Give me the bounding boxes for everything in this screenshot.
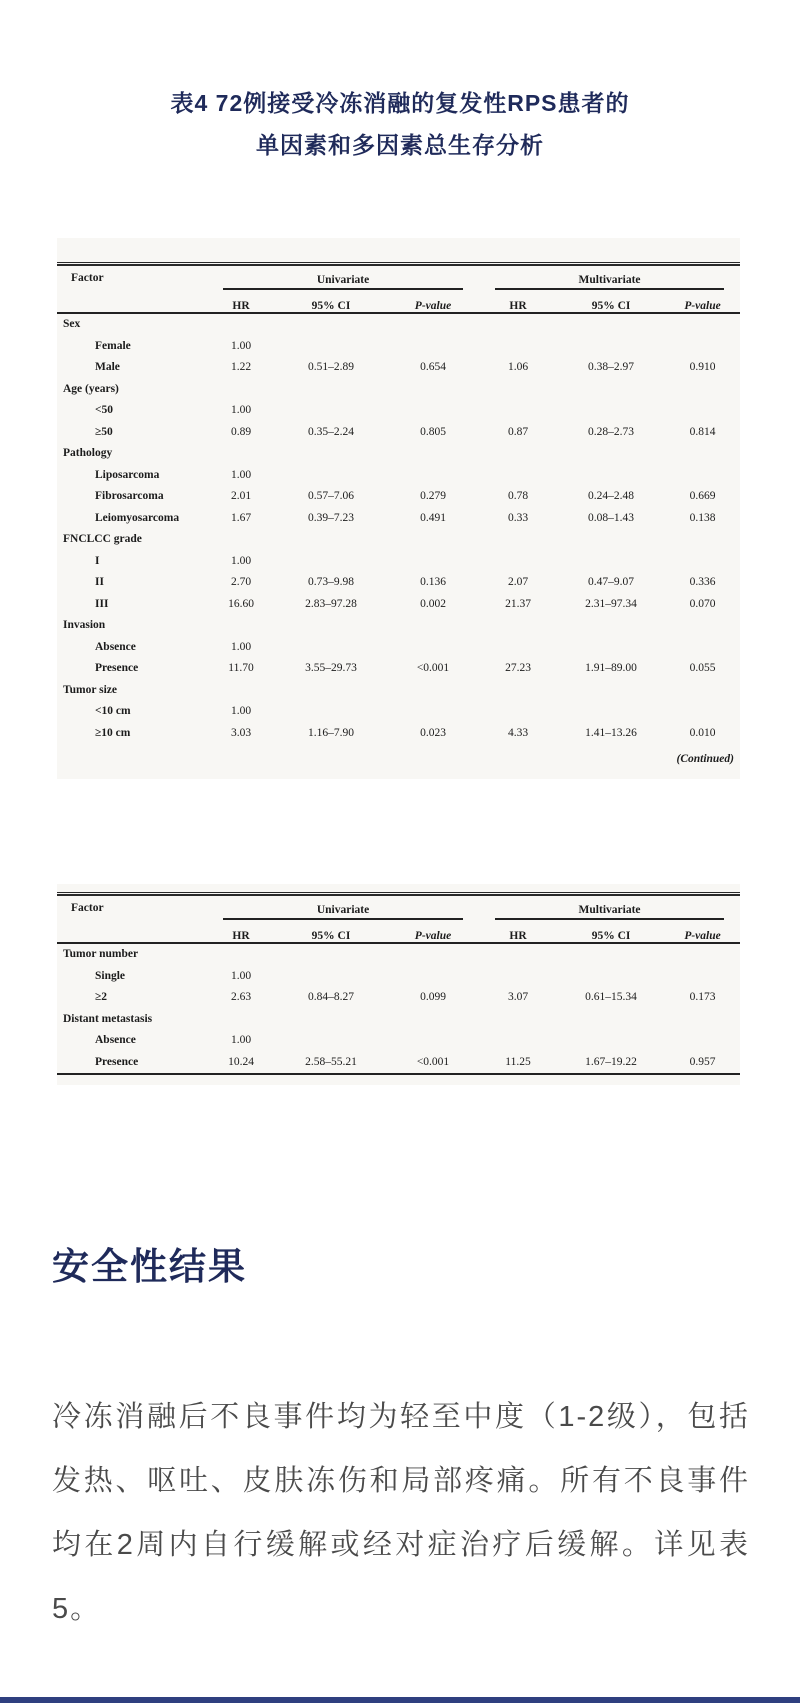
- table-cell: 0.35–2.24: [308, 425, 354, 438]
- row-group-label: Tumor size: [63, 683, 117, 696]
- table-cell: [557, 400, 665, 422]
- safety-results-paragraph: 冷冻消融后不良事件均为轻至中度（1-2级），包括发热、呕吐、皮肤冻伤和局部疼痛。所有不良事件均在2周内自行缓解或经对症治疗后缓解。详见表5。: [52, 1401, 750, 1625]
- table-row: [57, 422, 740, 444]
- col-header-factor: Factor: [71, 902, 104, 914]
- table-cell: 21.37: [505, 597, 531, 610]
- table-cell: [665, 551, 740, 573]
- table-cell: [275, 701, 387, 723]
- table-row: [57, 486, 740, 508]
- table-cell: [275, 966, 387, 988]
- table-cell: [275, 529, 387, 551]
- table-cell: [275, 400, 387, 422]
- table-row: [57, 1009, 740, 1031]
- table-body: [57, 313, 740, 744]
- table-cell: [275, 551, 387, 573]
- table-cell: [665, 637, 740, 659]
- table-cell: [207, 615, 275, 637]
- table-cell: [665, 615, 740, 637]
- table-cell: [207, 943, 275, 966]
- col-header-univariate: Univariate: [207, 896, 479, 920]
- table-cell: 3.55–29.73: [305, 662, 357, 674]
- table-cell: [387, 551, 479, 573]
- table-cell: 0.39–7.23: [308, 511, 354, 524]
- table-cell: 1.00: [230, 468, 252, 481]
- row-item-label: ≥2: [95, 991, 108, 1003]
- row-item-label: II: [95, 576, 104, 588]
- table-cell: [665, 1030, 740, 1052]
- col-subheader-ci: 95% CI: [557, 920, 665, 943]
- table-cell: [557, 1009, 665, 1031]
- row-item-label: Presence: [57, 1052, 207, 1075]
- table-cell: 1.91–89.00: [585, 662, 637, 674]
- table-row: [57, 508, 740, 530]
- row-item-label: Leiomyosarcoma: [95, 511, 180, 524]
- table-row: [57, 1052, 740, 1075]
- table-cell: [665, 966, 740, 988]
- col-header-multivariate: Multivariate: [479, 266, 740, 290]
- table-cell: [387, 1030, 479, 1052]
- table-cell: [207, 680, 275, 702]
- row-group-label: Tumor number: [63, 948, 139, 960]
- table-row: [57, 529, 740, 551]
- page-title-line-2: 单因素和多因素总生存分析: [256, 132, 544, 158]
- table-cell: 0.010: [689, 726, 716, 739]
- table-cell: 4.33: [507, 726, 529, 739]
- table-cell: [479, 313, 557, 336]
- table-row: [57, 594, 740, 616]
- row-item-label: Presence: [95, 662, 139, 674]
- table-row: [57, 443, 740, 465]
- table-cell: 2.70: [230, 576, 252, 588]
- table-cell: [557, 379, 665, 401]
- table-body: [57, 943, 740, 1074]
- table-cell: [479, 336, 557, 358]
- table-cell: 1.00: [230, 404, 252, 416]
- bottom-accent-bar: [0, 1697, 800, 1703]
- table-cell: 0.08–1.43: [588, 511, 635, 524]
- table-cell: [275, 443, 387, 465]
- table-cell: [275, 465, 387, 487]
- table-cell: [557, 1030, 665, 1052]
- row-item-label: ≥10 cm: [95, 726, 131, 739]
- table-cell: 0.055: [689, 662, 716, 674]
- table-cell: [387, 701, 479, 723]
- table-row: [57, 615, 740, 637]
- table-cell: [387, 615, 479, 637]
- table-cell: [557, 313, 665, 336]
- table-cell: 0.336: [689, 576, 716, 588]
- table-cell: [207, 1009, 275, 1031]
- table-row: [57, 551, 740, 573]
- safety-results-heading: 安全性结果: [52, 1246, 247, 1287]
- col-subheader-hr: HR: [479, 920, 557, 943]
- table-cell: 0.89: [230, 425, 252, 438]
- row-item-label: Liposarcoma: [95, 468, 160, 481]
- table-group-header-row: [57, 266, 740, 290]
- table-cell: [387, 637, 479, 659]
- table-cell: 1.41–13.26: [585, 726, 637, 739]
- survival-analysis-table: [57, 238, 740, 779]
- table-cell: 3.07: [507, 991, 529, 1003]
- table-cell: [207, 379, 275, 401]
- table-cell: [387, 443, 479, 465]
- table-cell: [665, 529, 740, 551]
- table-cell: [665, 1009, 740, 1031]
- table-cell: 1.67–19.22: [557, 1052, 665, 1075]
- table-cell: 11.25: [479, 1052, 557, 1075]
- col-subheader-pvalue: P-value: [387, 290, 479, 313]
- table-cell: 1.00: [230, 1034, 252, 1046]
- table-row: [57, 465, 740, 487]
- col-subheader-empty: [57, 290, 207, 313]
- continued-note: (Continued): [676, 753, 734, 765]
- table-cell: 0.24–2.48: [588, 490, 635, 502]
- table-cell: [557, 966, 665, 988]
- table-cell: [665, 465, 740, 487]
- col-subheader-pvalue: P-value: [665, 290, 740, 313]
- table-cell: 1.16–7.90: [308, 726, 354, 739]
- table-row: [57, 637, 740, 659]
- table-cell: 3.03: [230, 726, 252, 739]
- table-cell: [275, 615, 387, 637]
- table-cell: [387, 379, 479, 401]
- table-cell: [275, 1030, 387, 1052]
- table-row: [57, 701, 740, 723]
- table-row: [57, 357, 740, 379]
- table-cell: [665, 379, 740, 401]
- table-cell: 11.70: [228, 662, 254, 674]
- table-cell: 2.01: [230, 490, 252, 502]
- table-cell: [665, 443, 740, 465]
- row-item-label: I: [95, 554, 100, 567]
- table-cell: [479, 400, 557, 422]
- table-cell: [479, 966, 557, 988]
- table-cell: [275, 637, 387, 659]
- table-cell: 0.78: [507, 490, 529, 502]
- table-cell: [479, 615, 557, 637]
- survival-analysis-table-continued: [57, 884, 740, 1085]
- row-group-label: FNCLCC grade: [63, 533, 142, 545]
- table-cell: [479, 680, 557, 702]
- table-cell: 0.279: [420, 490, 446, 502]
- table-row: [57, 723, 740, 745]
- table-cell: [479, 701, 557, 723]
- table-row: [57, 336, 740, 358]
- table-cell: [479, 1009, 557, 1031]
- table-cell: 0.33: [507, 511, 529, 524]
- table-cell: 0.669: [689, 490, 716, 502]
- table-cell: 0.491: [420, 511, 446, 524]
- table-cell: [207, 529, 275, 551]
- table-row: [57, 943, 740, 966]
- table-cell: [387, 680, 479, 702]
- table-cell: [479, 443, 557, 465]
- table-cell: 0.138: [689, 511, 716, 524]
- table-cell: 0.28–2.73: [588, 425, 635, 438]
- table-cell: [557, 701, 665, 723]
- row-item-label: Fibrosarcoma: [95, 490, 164, 502]
- table-cell: 1.00: [230, 969, 252, 982]
- table-cell: [557, 943, 665, 966]
- col-subheader-empty: [57, 920, 207, 943]
- page-title: [0, 82, 800, 166]
- table-cell: [557, 615, 665, 637]
- table-cell: [479, 1030, 557, 1052]
- table-cell: 1.67: [230, 511, 252, 524]
- table-cell: 0.87: [507, 425, 529, 438]
- table-subheader-row: [57, 920, 740, 943]
- table-row: [57, 1030, 740, 1052]
- table-cell: [665, 313, 740, 336]
- table-cell: 0.910: [689, 361, 716, 373]
- col-subheader-ci: 95% CI: [557, 290, 665, 313]
- row-item-label: Absence: [95, 640, 136, 653]
- table-group-header-row: [57, 896, 740, 920]
- table-cell: [479, 529, 557, 551]
- table-cell: 0.38–2.97: [588, 361, 635, 373]
- univariate-multivariate-table: [57, 266, 740, 744]
- row-group-label: Age (years): [63, 382, 119, 395]
- table-cell: 1.22: [230, 361, 252, 373]
- table-cell: [557, 336, 665, 358]
- table-cell: 0.136: [420, 576, 446, 588]
- table-row: [57, 680, 740, 702]
- col-subheader-hr: HR: [207, 920, 275, 943]
- table-cell: [557, 465, 665, 487]
- table-cell: [665, 701, 740, 723]
- table-cell: [387, 966, 479, 988]
- table-cell: 0.023: [420, 726, 446, 739]
- table-cell: 0.070: [689, 597, 716, 610]
- table-cell: [275, 336, 387, 358]
- table-cell: [275, 379, 387, 401]
- table-cell: [665, 336, 740, 358]
- table-cell: 0.73–9.98: [308, 576, 354, 588]
- table-cell: 0.173: [689, 991, 716, 1003]
- row-group-label: Pathology: [63, 447, 113, 459]
- table-cell: 0.654: [420, 361, 446, 373]
- table-cell: [665, 400, 740, 422]
- table-cell: [387, 943, 479, 966]
- table-cell: 0.51–2.89: [308, 361, 354, 373]
- table-cell: 10.24: [207, 1052, 275, 1075]
- table-cell: 0.47–9.07: [588, 576, 635, 588]
- table-cell: 1.00: [230, 705, 252, 717]
- row-item-label: ≥50: [95, 425, 113, 438]
- table-cell: 0.814: [689, 425, 716, 438]
- table-cell: [557, 680, 665, 702]
- table-cell: 2.31–97.34: [585, 597, 637, 610]
- row-item-label: Single: [95, 969, 126, 982]
- table-cell: [387, 336, 479, 358]
- col-header-univariate: Univariate: [207, 266, 479, 290]
- table-cell: [479, 551, 557, 573]
- row-group-label: Sex: [63, 318, 81, 330]
- table-cell: [479, 637, 557, 659]
- table-row: [57, 572, 740, 594]
- table-cell: <0.001: [387, 1052, 479, 1075]
- table-cell: [387, 1009, 479, 1031]
- col-header-multivariate: Multivariate: [479, 896, 740, 920]
- col-subheader-ci: 95% CI: [275, 290, 387, 313]
- table-row: [57, 987, 740, 1009]
- table-cell: 16.60: [228, 597, 254, 610]
- row-group-label: Distant metastasis: [63, 1012, 153, 1025]
- table-cell: [275, 1009, 387, 1031]
- col-subheader-hr: HR: [207, 290, 275, 313]
- table-cell: 1.00: [230, 339, 252, 352]
- table-cell: [275, 943, 387, 966]
- table-row: [57, 966, 740, 988]
- table-cell: 0.099: [420, 991, 446, 1003]
- table-cell: 2.58–55.21: [275, 1052, 387, 1075]
- table-cell: [479, 379, 557, 401]
- table-cell: 2.83–97.28: [305, 597, 357, 610]
- table-subheader-row: [57, 290, 740, 313]
- table-cell: [557, 551, 665, 573]
- row-item-label: Absence: [95, 1034, 136, 1046]
- table-cell: [387, 313, 479, 336]
- col-subheader-pvalue: P-value: [665, 920, 740, 943]
- table-cell: 0.84–8.27: [308, 991, 354, 1003]
- table-cell: <0.001: [416, 662, 450, 674]
- table-cell: [557, 529, 665, 551]
- univariate-multivariate-table-continued: [57, 896, 740, 1075]
- row-item-label: Male: [95, 361, 120, 373]
- table-cell: [479, 465, 557, 487]
- row-item-label: III: [95, 597, 109, 610]
- table-row: [57, 313, 740, 336]
- table-cell: 1.06: [507, 361, 529, 373]
- table-row: [57, 658, 740, 680]
- table-cell: [557, 637, 665, 659]
- col-subheader-pvalue: P-value: [387, 920, 479, 943]
- col-subheader-hr: HR: [479, 290, 557, 313]
- table-row: [57, 379, 740, 401]
- row-item-label: Female: [95, 339, 131, 352]
- table-cell: 1.00: [230, 554, 252, 567]
- table-cell: 27.23: [505, 662, 531, 674]
- table-cell: [275, 313, 387, 336]
- page-title-line-1: 表4 72例接受冷冻消融的复发性RPS患者的: [170, 90, 630, 116]
- row-group-label: Invasion: [63, 619, 106, 631]
- table-row: [57, 400, 740, 422]
- table-cell: [387, 400, 479, 422]
- table-cell: 2.07: [507, 576, 529, 588]
- table-cell: [665, 943, 740, 966]
- row-item-label: <10 cm: [95, 705, 131, 717]
- table-cell: [275, 680, 387, 702]
- table-cell: 0.957: [665, 1052, 740, 1075]
- table-cell: [387, 465, 479, 487]
- table-cell: 2.63: [230, 991, 252, 1003]
- table-cell: 0.805: [420, 425, 446, 438]
- table-cell: [479, 943, 557, 966]
- table-cell: [207, 443, 275, 465]
- row-item-label: <50: [95, 404, 114, 416]
- col-subheader-ci: 95% CI: [275, 920, 387, 943]
- col-header-factor: Factor: [71, 272, 104, 284]
- table-cell: [387, 529, 479, 551]
- table-cell: [207, 313, 275, 336]
- table-cell: 0.002: [420, 597, 446, 610]
- table-cell: 0.57–7.06: [308, 490, 354, 502]
- table-cell: 0.61–15.34: [585, 991, 637, 1003]
- table-cell: [557, 443, 665, 465]
- table-cell: 1.00: [230, 640, 252, 653]
- table-cell: [665, 680, 740, 702]
